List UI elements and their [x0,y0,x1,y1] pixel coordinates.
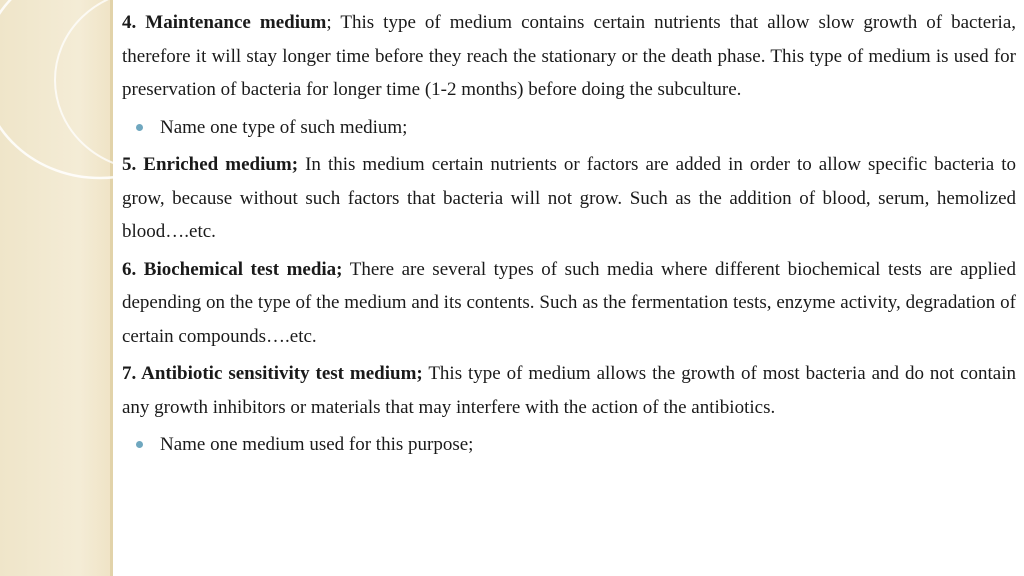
bullet-item-1 [122,111,1016,145]
paragraph-maintenance-medium [122,6,1016,107]
bullet-text-2: Name one medium used for this purpose; [160,434,474,455]
paragraph-biochemical-test-media [122,253,1016,354]
paragraph-antibiotic-sensitivity [122,357,1016,424]
heading-antibiotic-sensitivity: 7. Antibiotic sensitivity test medium; [122,363,423,384]
side-panel-gradient [0,0,113,576]
decorative-side-panel [0,0,113,576]
bullet-dot-icon [136,124,143,131]
heading-maintenance-medium: 4. Maintenance medium [122,12,327,33]
slide-content [122,6,1016,466]
bullet-dot-icon [136,441,143,448]
paragraph-enriched-medium [122,148,1016,249]
text-maintenance-medium: ; This type of medium contains certain nutrients that allow slow growth of bacteria, therefore it will stay longer time before they reach the stationary or the death phase. This type of medium is used for preservation of bacteria for longer time (1-2 months) before doing the subculture. [122,12,1016,100]
text-enriched-medium: In this medium certain nutrients or factors are added in order to allow specific bacteria to grow, because without such factors that bacteria will not grow. Such as the addition of blood, serum, hemolized blood….etc. [122,154,1017,242]
heading-biochemical-test-media: 6. Biochemical test media; [122,258,343,280]
text-biochemical-test-media: There are several types of such media where different biochemical tests are applied depending on the type of the medium and its contents. Such as the fermentation tests, enzyme activity, degradation of certain compounds….etc. [122,258,1016,347]
side-panel-edge [110,0,113,576]
heading-enriched-medium: 5. Enriched medium; [122,154,299,175]
bullet-text-1: Name one type of such medium; [160,116,408,138]
text-antibiotic-sensitivity: This type of medium allows the growth of most bacteria and do not contain any growth inhibitors or materials that may interfere with the action of the antibiotics. [122,363,1017,418]
bullet-item-2 [122,428,1016,462]
